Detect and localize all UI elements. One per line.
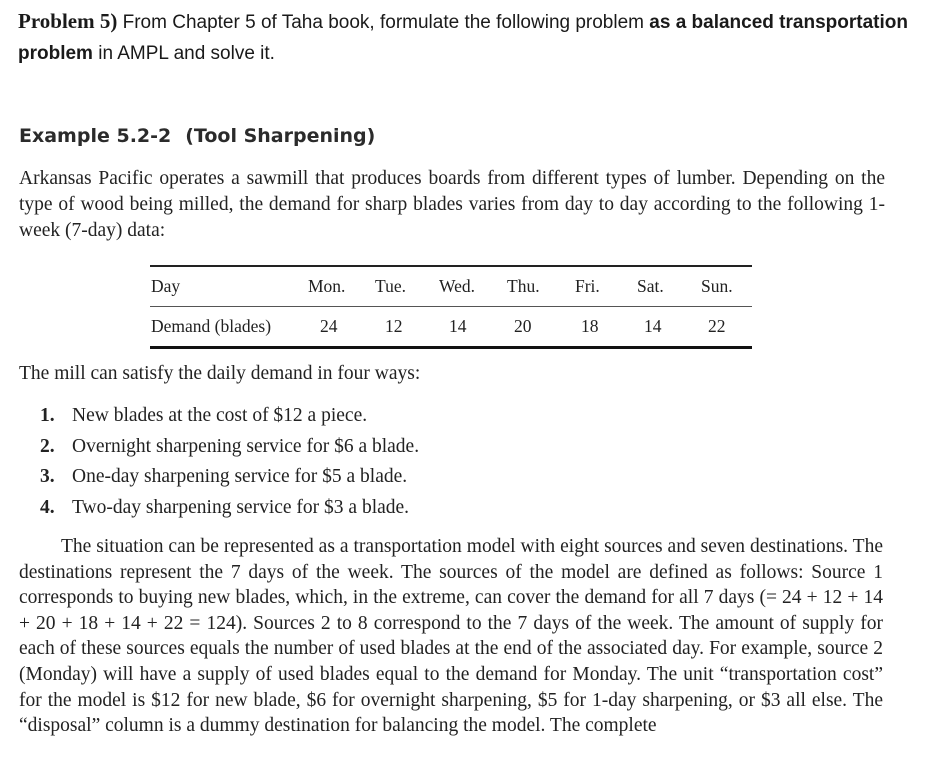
intro-paragraph: Arkansas Pacific operates a sawmill that produces boards from different types of lumber. Depending on the type of wood being milled, the demand for sharp blades varies from day to day according to the following 1-week (7-day) data: bbox=[19, 168, 885, 241]
day-header: Wed. bbox=[439, 276, 476, 296]
list-item bbox=[40, 462, 419, 493]
ways-list bbox=[40, 401, 419, 523]
demand-value: 20 bbox=[514, 316, 532, 336]
day-header: Tue. bbox=[375, 276, 406, 296]
example-number: Example 5.2-2 bbox=[19, 125, 172, 147]
day-header: Sun. bbox=[701, 276, 733, 296]
header-label: Day bbox=[151, 276, 181, 296]
ways-intro: The mill can satisfy the daily demand in four ways: bbox=[19, 363, 421, 384]
list-number: 4. bbox=[40, 496, 55, 518]
row-label: Demand (blades) bbox=[151, 316, 272, 336]
day-header: Sat. bbox=[637, 276, 664, 296]
problem-emphasis: as a balanced transportation problem bbox=[18, 12, 908, 64]
day-header: Thu. bbox=[507, 276, 540, 296]
example-title: (Tool Sharpening) bbox=[185, 125, 376, 147]
list-item bbox=[40, 401, 419, 432]
list-text: One-day sharpening service for $5 a blade. bbox=[72, 466, 408, 487]
list-number: 2. bbox=[40, 435, 55, 457]
demand-table bbox=[150, 265, 752, 349]
demand-value: 22 bbox=[708, 316, 726, 336]
demand-value: 12 bbox=[385, 316, 403, 336]
problem-number: Problem 5) bbox=[18, 9, 118, 33]
problem-statement bbox=[18, 6, 918, 69]
demand-value: 14 bbox=[449, 316, 467, 336]
list-number: 3. bbox=[40, 466, 55, 487]
table-row bbox=[150, 307, 752, 346]
day-header: Fri. bbox=[575, 276, 600, 296]
example-heading bbox=[19, 125, 375, 147]
list-number: 1. bbox=[40, 405, 55, 426]
list-item bbox=[40, 493, 419, 524]
situation-paragraph: The situation can be represented as a transportation model with eight sources and seven destinations. The destinations represent the 7 days of the week. The sources of the model are defined as follows: Source 1 corresponds to buying new blades, which, in the extreme, can cover the demand for all 7 days (= 24 + 12 + 14 + 20 + 18 + 14 + 22 = 124). Sources 2 to 8 correspond to the 7 days of the week. The amount of supply for each of these sources equals the number of used blades at the end of the associated day. For example, source 2 (Monday) will have a supply of used blades equal to the demand for Monday. The unit “transportation cost” for the model is $12 for new blade, $6 for overnight sharpening, $5 for 1-day sharpening, or $3 all else. The “disposal” column is a dummy destination for balancing the model. The complete bbox=[19, 536, 883, 737]
problem-text-a: From Chapter 5 of Taha book, formulate the following problem bbox=[122, 12, 650, 33]
problem-text-b: in AMPL and solve it. bbox=[92, 43, 275, 64]
table-header-row bbox=[150, 267, 752, 307]
demand-value: 14 bbox=[644, 316, 662, 336]
list-text: Overnight sharpening service for $6 a blade. bbox=[72, 435, 420, 457]
list-text: Two-day sharpening service for $3 a blade. bbox=[72, 496, 410, 518]
demand-value: 24 bbox=[320, 316, 338, 336]
demand-value: 18 bbox=[581, 316, 599, 336]
list-item bbox=[40, 432, 419, 463]
day-header: Mon. bbox=[308, 276, 346, 296]
list-text: New blades at the cost of $12 a piece. bbox=[72, 405, 368, 426]
